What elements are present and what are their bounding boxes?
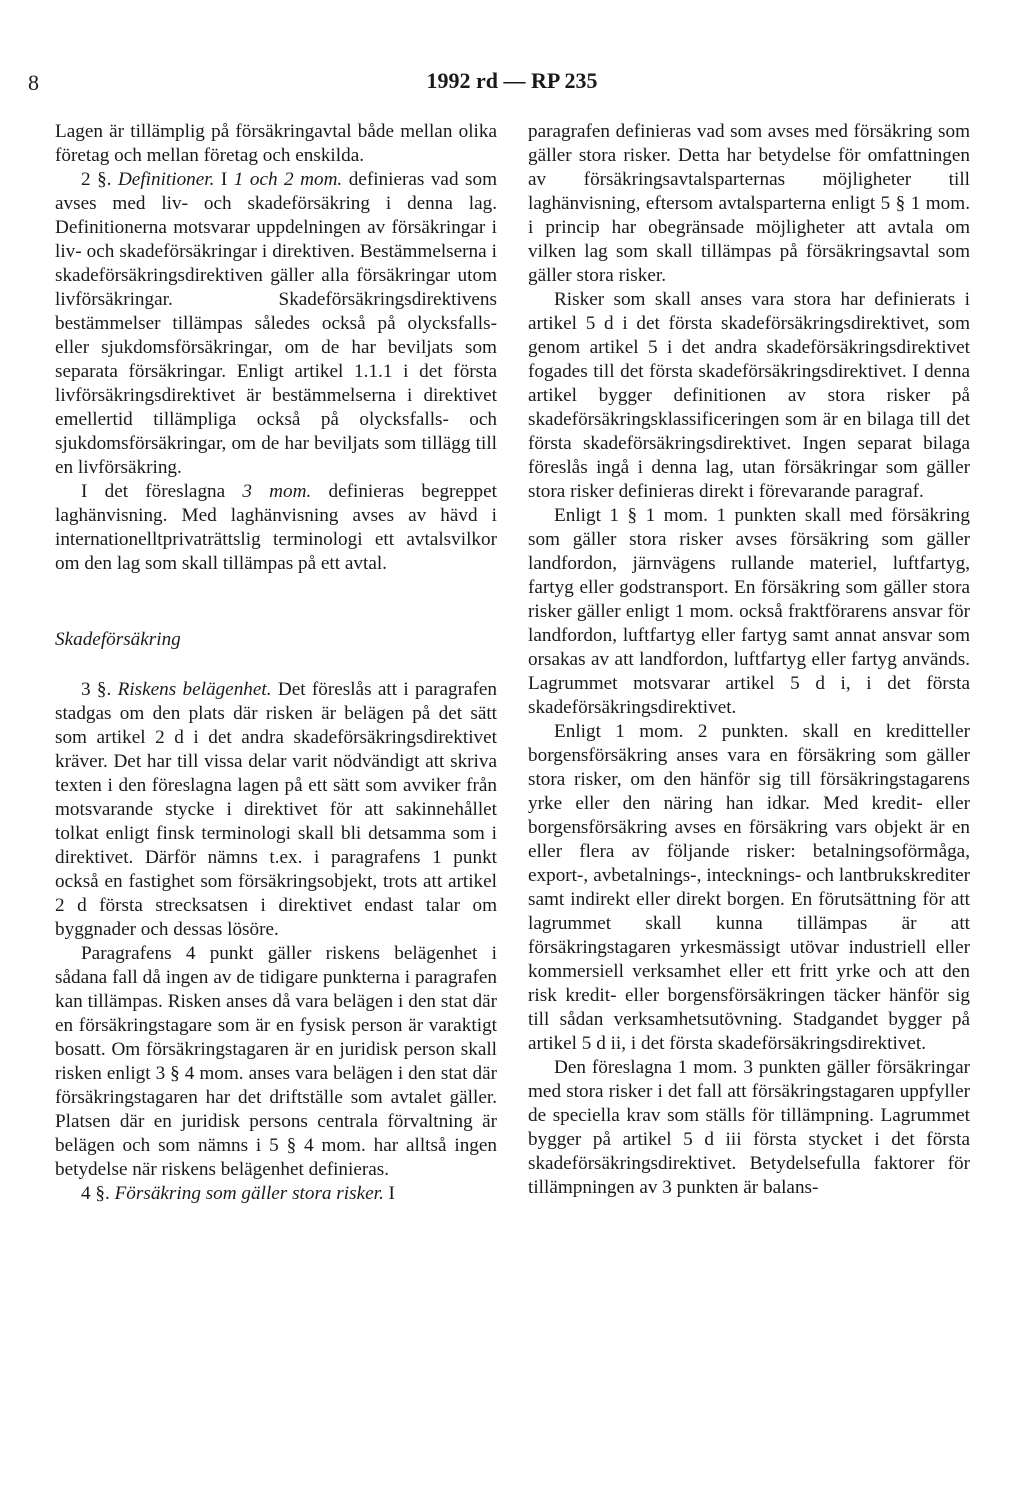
- moment-reference: 1 och 2 mom.: [233, 169, 343, 190]
- right-column: [528, 120, 970, 1200]
- section-number: 3 §.: [81, 679, 118, 700]
- text-run: definieras begreppet laghänvisning. Med laghänvisning avses av hävd i internationelltprivaträttslig terminologi ett avtalsvilkor om den lag som skall tillämpas på ett avtal.: [55, 481, 497, 574]
- text-run: Det föreslås att i paragrafen stadgas om den plats där risken är belägen på det sätt som artikel 2 d i det andra skadeförsäkringsdirektivet kräver. Det har till vissa delar varit nödvändigt att skriva texten i den föreslagna lagen på ett sätt som avviker från motsvarande stycke i direktivet för att sakinnehållet tolkat enligt finsk terminologi skall bli detsamma som i direktivet. Därför nämns t.ex. i paragrafens 1 punkt också en fastighet som försäkringsobjekt, trots att artikel 2 d första strecksatsen i direktivet endast talar om byggnader och dessas lösöre.: [55, 679, 498, 940]
- paragraph: [55, 480, 497, 576]
- text-run: definieras vad som avses med liv- och skadeförsäkring i denna lag. Definitionerna motsvarar uppdelningen av försäkringar i liv- och skadeförsäkringar i direktiven. Bestämmelserna i skadeförsäkringsdirektiven gäller alla försäkringar utom livförsäkringar. Skadeförsäkringsdirektivens bestämmelser tillämpas således också på olycksfalls- eller sjukdomsförsäkringar, om de har beviljats som separata försäkringar. Enligt artikel 1.1.1 i det första livförsäkringsdirektivet är bestämmelserna i direktivet emellertid tillämpliga också på olycksfalls- och sjukdomsförsäkringar, om de har beviljats som tillägg till en livförsäkring.: [55, 169, 498, 478]
- page-number: 8: [28, 70, 39, 95]
- section-number: 2 §.: [81, 169, 118, 190]
- paragraph: Den föreslagna 1 mom. 3 punkten gäller försäkringar med stora risker i det fall att försäkringstagaren uppfyller de speciella krav som ställs för tillämpning. Lagrummet bygger på artikel 5 d iii första stycket i det första skadeförsäkringsdirektivet. Betydelsefulla faktorer för tillämpningen av 3 punkten är balans-: [528, 1057, 970, 1198]
- paragraph: Paragrafens 4 punkt gäller riskens belägenhet i sådana fall då ingen av de tidigare punkterna i paragrafen kan tillämpas. Risken anses då vara belägen i den stat där en försäkringstagare som är en fysisk person är varaktigt bosatt. Om försäkringstagaren är en juridisk person skall risken enligt 3 § 4 mom. anses vara belägen i den stat där försäkringstagaren har det driftställe som avtalet gäller. Platsen där en juridisk persons centrala förvaltning är belägen och som nämns i 5 § 4 mom. har alltså ingen betydelse när riskens belägenhet definieras.: [55, 943, 497, 1180]
- section-heading: Skadeförsäkring: [55, 629, 181, 650]
- paragraph: paragrafen definieras vad som avses med försäkring som gäller stora risker. Detta har betydelse för omfattningen av försäkringsavtalsparternas möjligheter till laghänvisning, eftersom avtalsparterna enligt 5 § 1 mom. i princip har obegränsade möjligheter att avtala om vilken lag som skall tillämpas på försäkringsavtal som gäller stora risker.: [528, 121, 970, 286]
- paragraph: Lagen är tillämplig på försäkringavtal både mellan olika företag och mellan företag och enskilda.: [55, 121, 497, 166]
- moment-reference: 3 mom.: [242, 481, 312, 502]
- paragraph: Risker som skall anses vara stora har definierats i artikel 5 d i det första skadeförsäkringsdirektivet, som genom artikel 5 i det andra skadeförsäkringsdirektivet fogades till det första skadeförsäkringsdirektivet. I denna artikel bygger definitionen av stora risker på skadeförsäkringsklassificeringen som är en bilaga till det första skadeförsäkringsdirektivet. Ingen separat bilaga föreslås ingå i denna lag, utan försäkringar som gäller stora risker definieras direkt i förevarande paragraf.: [528, 289, 970, 502]
- text-run: I det föreslagna: [81, 481, 243, 502]
- section-title: Riskens belägenhet.: [117, 679, 272, 700]
- paragraph: Enligt 1 § 1 mom. 1 punkten skall med försäkring som gäller stora risker avses försäkring som gäller landfordon, järnvägens rullande materiel, luftfartyg, fartyg eller godstransport. En försäkring som gäller stora risker gäller enligt 1 mom. också fraktförarens ansvar för landfordon, luftfartyg eller fartyg samt annat ansvar som orsakas av att landfordon, luftfartyg eller fartyg används. Lagrummet motsvarar artikel 5 d i, i det första skadeförsäkringsdirektivet.: [528, 505, 970, 718]
- text-run: I: [383, 1183, 395, 1204]
- section-title: Definitioner.: [117, 169, 215, 190]
- paragraph: [55, 1182, 497, 1206]
- running-head: 1992 rd — RP 235: [426, 68, 598, 93]
- text-run: I: [214, 169, 234, 190]
- paragraph: Enligt 1 mom. 2 punkten. skall en kreditteller borgensförsäkring anses vara en försäkring som gäller stora risker, om den hänför sig till försäkringstagarens yrke eller den näring han idkar. Med kredit- eller borgensförsäkring avses en försäkring vars objekt är en eller flera av följande risker: betalningsoförmåga, export-, avbetalnings-, intecknings- och lantbrukskrediter samt indirekt eller direkt borgen. En förutsättning för att lagrummet skall kunna tillämpas är att försäkringstagaren yrkesmässigt utövar industriell eller kommersiell verksamhet eller ett fritt yrke och att den risk kredit- eller borgensförsäkringen täcker hänför sig till sådan verksamhetsutövning. Stadgandet bygger på artikel 5 d ii, i det första skadeförsäkringsdirektivet.: [528, 721, 970, 1054]
- section-number: 4 §.: [81, 1183, 115, 1204]
- section-title: Försäkring som gäller stora risker.: [114, 1183, 384, 1204]
- paragraph: [55, 678, 497, 942]
- paragraph: [55, 168, 497, 480]
- left-column: [55, 120, 497, 1206]
